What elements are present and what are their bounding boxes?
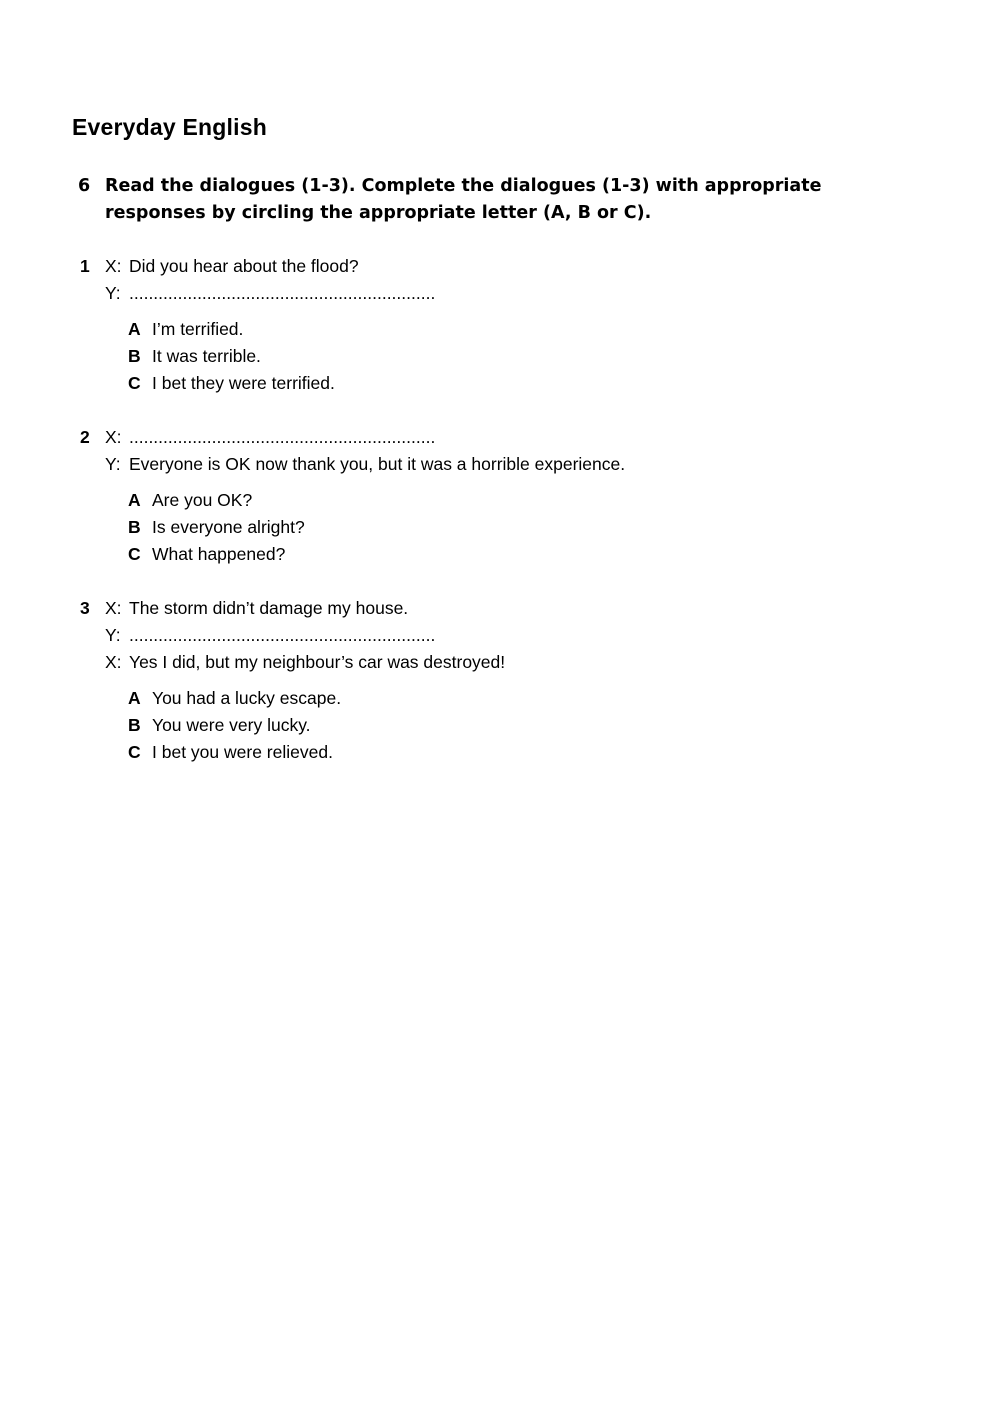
speaker-label: X: bbox=[105, 256, 122, 276]
option-c[interactable] bbox=[128, 373, 335, 393]
question-number: 1 bbox=[80, 256, 90, 276]
speaker-label: X: bbox=[105, 652, 122, 672]
option-a[interactable] bbox=[128, 688, 341, 708]
option-b[interactable] bbox=[128, 346, 261, 366]
option-letter: B bbox=[128, 517, 141, 537]
dialogue-line bbox=[105, 256, 359, 276]
option-text: You had a lucky escape. bbox=[152, 688, 342, 708]
option-text: I’m terrified. bbox=[152, 319, 244, 339]
question-number: 3 bbox=[80, 598, 90, 618]
dialogue-line bbox=[105, 652, 505, 672]
page-title: Everyday English bbox=[72, 114, 267, 140]
option-a[interactable] bbox=[128, 319, 243, 339]
option-b[interactable] bbox=[128, 715, 311, 735]
option-c[interactable] bbox=[128, 544, 285, 564]
option-text: Are you OK? bbox=[152, 490, 253, 510]
speaker-label: X: bbox=[105, 598, 122, 618]
option-text: What happened? bbox=[152, 544, 286, 564]
speaker-label: Y: bbox=[105, 454, 121, 474]
option-text: I bet they were terrified. bbox=[152, 373, 335, 393]
option-letter: A bbox=[128, 688, 141, 708]
dialogue-line bbox=[105, 454, 625, 474]
option-c[interactable] bbox=[128, 742, 333, 762]
instruction-text: Read the dialogues (1-3). Complete the dialogues (1-3) with appropriate responses by circling the appropriate letter (A, B or C). bbox=[105, 176, 822, 223]
option-letter: A bbox=[128, 490, 141, 510]
option-letter: C bbox=[128, 544, 141, 564]
speaker-label: X: bbox=[105, 427, 122, 447]
option-text: I bet you were relieved. bbox=[152, 742, 333, 762]
option-b[interactable] bbox=[128, 517, 305, 537]
option-letter: C bbox=[128, 742, 141, 762]
dialogue-text: Yes I did, but my neighbour’s car was destroyed! bbox=[129, 652, 506, 672]
question-number: 2 bbox=[80, 427, 90, 447]
option-a[interactable] bbox=[128, 490, 252, 510]
dialogue-line-blank bbox=[105, 283, 435, 303]
option-letter: B bbox=[128, 346, 141, 366]
dialogue-text: The storm didn’t damage my house. bbox=[129, 598, 409, 618]
option-text: It was terrible. bbox=[152, 346, 261, 366]
dialogue-line bbox=[105, 598, 408, 618]
exercise-number: 6 bbox=[78, 176, 91, 196]
option-text: Is everyone alright? bbox=[152, 517, 305, 537]
speaker-label: Y: bbox=[105, 625, 121, 645]
dialogue-text: Everyone is OK now thank you, but it was a horrible experience. bbox=[129, 454, 626, 474]
dialogue-line-blank bbox=[105, 427, 435, 447]
option-letter: A bbox=[128, 319, 141, 339]
speaker-label: Y: bbox=[105, 283, 121, 303]
answer-blank: ............................................................... bbox=[129, 625, 436, 645]
dialogue-line-blank bbox=[105, 625, 435, 645]
option-text: You were very lucky. bbox=[152, 715, 311, 735]
option-letter: B bbox=[128, 715, 141, 735]
answer-blank: ............................................................... bbox=[129, 283, 436, 303]
option-letter: C bbox=[128, 373, 141, 393]
answer-blank: ............................................................... bbox=[129, 427, 436, 447]
dialogue-text: Did you hear about the flood? bbox=[129, 256, 359, 276]
